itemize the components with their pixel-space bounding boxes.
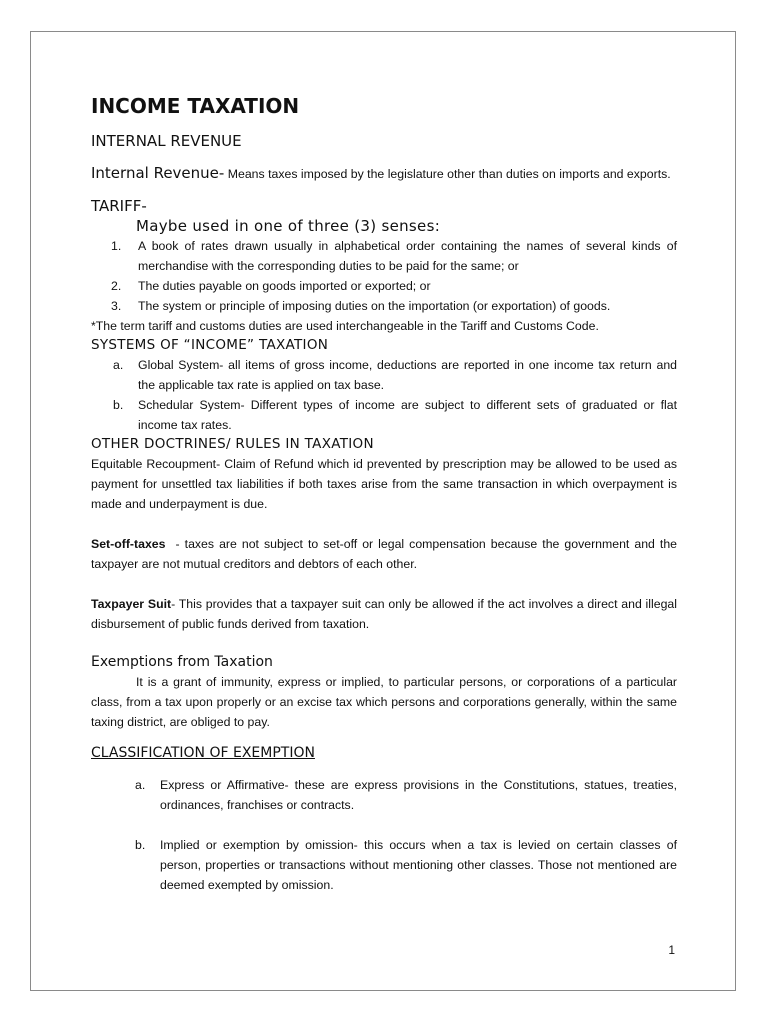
page-number: 1	[668, 943, 675, 957]
internal-revenue-definition	[91, 163, 677, 184]
list-item: 1. A book of rates drawn usually in alphabetical order containing the names of several kinds of merchandise with the corresponding duties to be paid for the same; or	[111, 239, 677, 273]
systems-list	[91, 355, 677, 435]
tariff-subheading: Maybe used in one of three (3) senses:	[136, 217, 441, 235]
systems-heading: SYSTEMS OF “INCOME” TAXATION	[91, 337, 329, 353]
classification-heading: CLASSIFICATION OF EXEMPTION	[91, 745, 315, 761]
list-item: b. Implied or exemption by omission- this occurs when a tax is levied on certain classes of person, properties or transactions without mentioning other classes. Those not mentioned are deemed exempted by omission.	[135, 838, 677, 892]
doc-title: INCOME TAXATION	[91, 94, 300, 118]
list-item: 3. The system or principle of imposing duties on the importation (or exportation) of goods.	[111, 299, 611, 313]
page-content	[91, 92, 681, 895]
taxpayer-term: Taxpayer Suit	[91, 597, 172, 611]
equitable-recoupment: Equitable Recoupment- Claim of Refund which id prevented by prescription may be allowed to be used as payment for unsettled tax liabilities if both taxes arise from the same transaction in which overpayment is made and underpayment is due.	[91, 457, 677, 511]
exemptions-heading: Exemptions from Taxation	[91, 654, 273, 670]
document-page	[30, 31, 736, 991]
doctrines-heading: OTHER DOCTRINES/ RULES IN TAXATION	[91, 436, 374, 452]
set-off-taxes: Set-off-taxes - taxes are not subject to set-off or legal compensation because the government and the taxpayer are not mutual creditors and debtors of each other.	[91, 537, 681, 571]
section-internal-revenue: INTERNAL REVENUE	[91, 132, 242, 150]
exemptions-paragraph: It is a grant of immunity, express or implied, to particular persons, or corporations of a particular class, from a tax upon properly or an excise tax which persons and corporations generally, within the same taxing district, are obliged to pay.	[91, 675, 677, 729]
taxpayer-suit: Taxpayer Suit- This provides that a taxpayer suit can only be allowed if the act involves a direct and illegal disbursement of public funds derived from taxation.	[91, 597, 677, 631]
classification-list	[91, 775, 677, 895]
list-item: a. Express or Affirmative- these are express provisions in the Constitutions, statues, treaties, ordinances, franchises or contracts.	[135, 778, 677, 812]
set-off-term: Set-off-taxes	[91, 537, 166, 551]
list-item: 2. The duties payable on goods imported or exported; or	[111, 279, 431, 293]
internal-revenue-term: Internal Revenue-	[91, 164, 225, 182]
list-item: a. Global System- all items of gross income, deductions are reported in one income tax return and the applicable tax rate is applied on tax base.	[113, 358, 677, 392]
list-item: b. Schedular System- Different types of income are subject to different sets of graduated or flat income tax rates.	[113, 398, 677, 432]
tariff-note: *The term tariff and customs duties are used interchangeable in the Tariff and Customs Code.	[91, 319, 599, 333]
internal-revenue-text: Means taxes imposed by the legislature other than duties on imports and exports.	[224, 167, 671, 181]
tariff-list	[91, 236, 677, 316]
tariff-heading: TARIFF-	[91, 197, 147, 215]
